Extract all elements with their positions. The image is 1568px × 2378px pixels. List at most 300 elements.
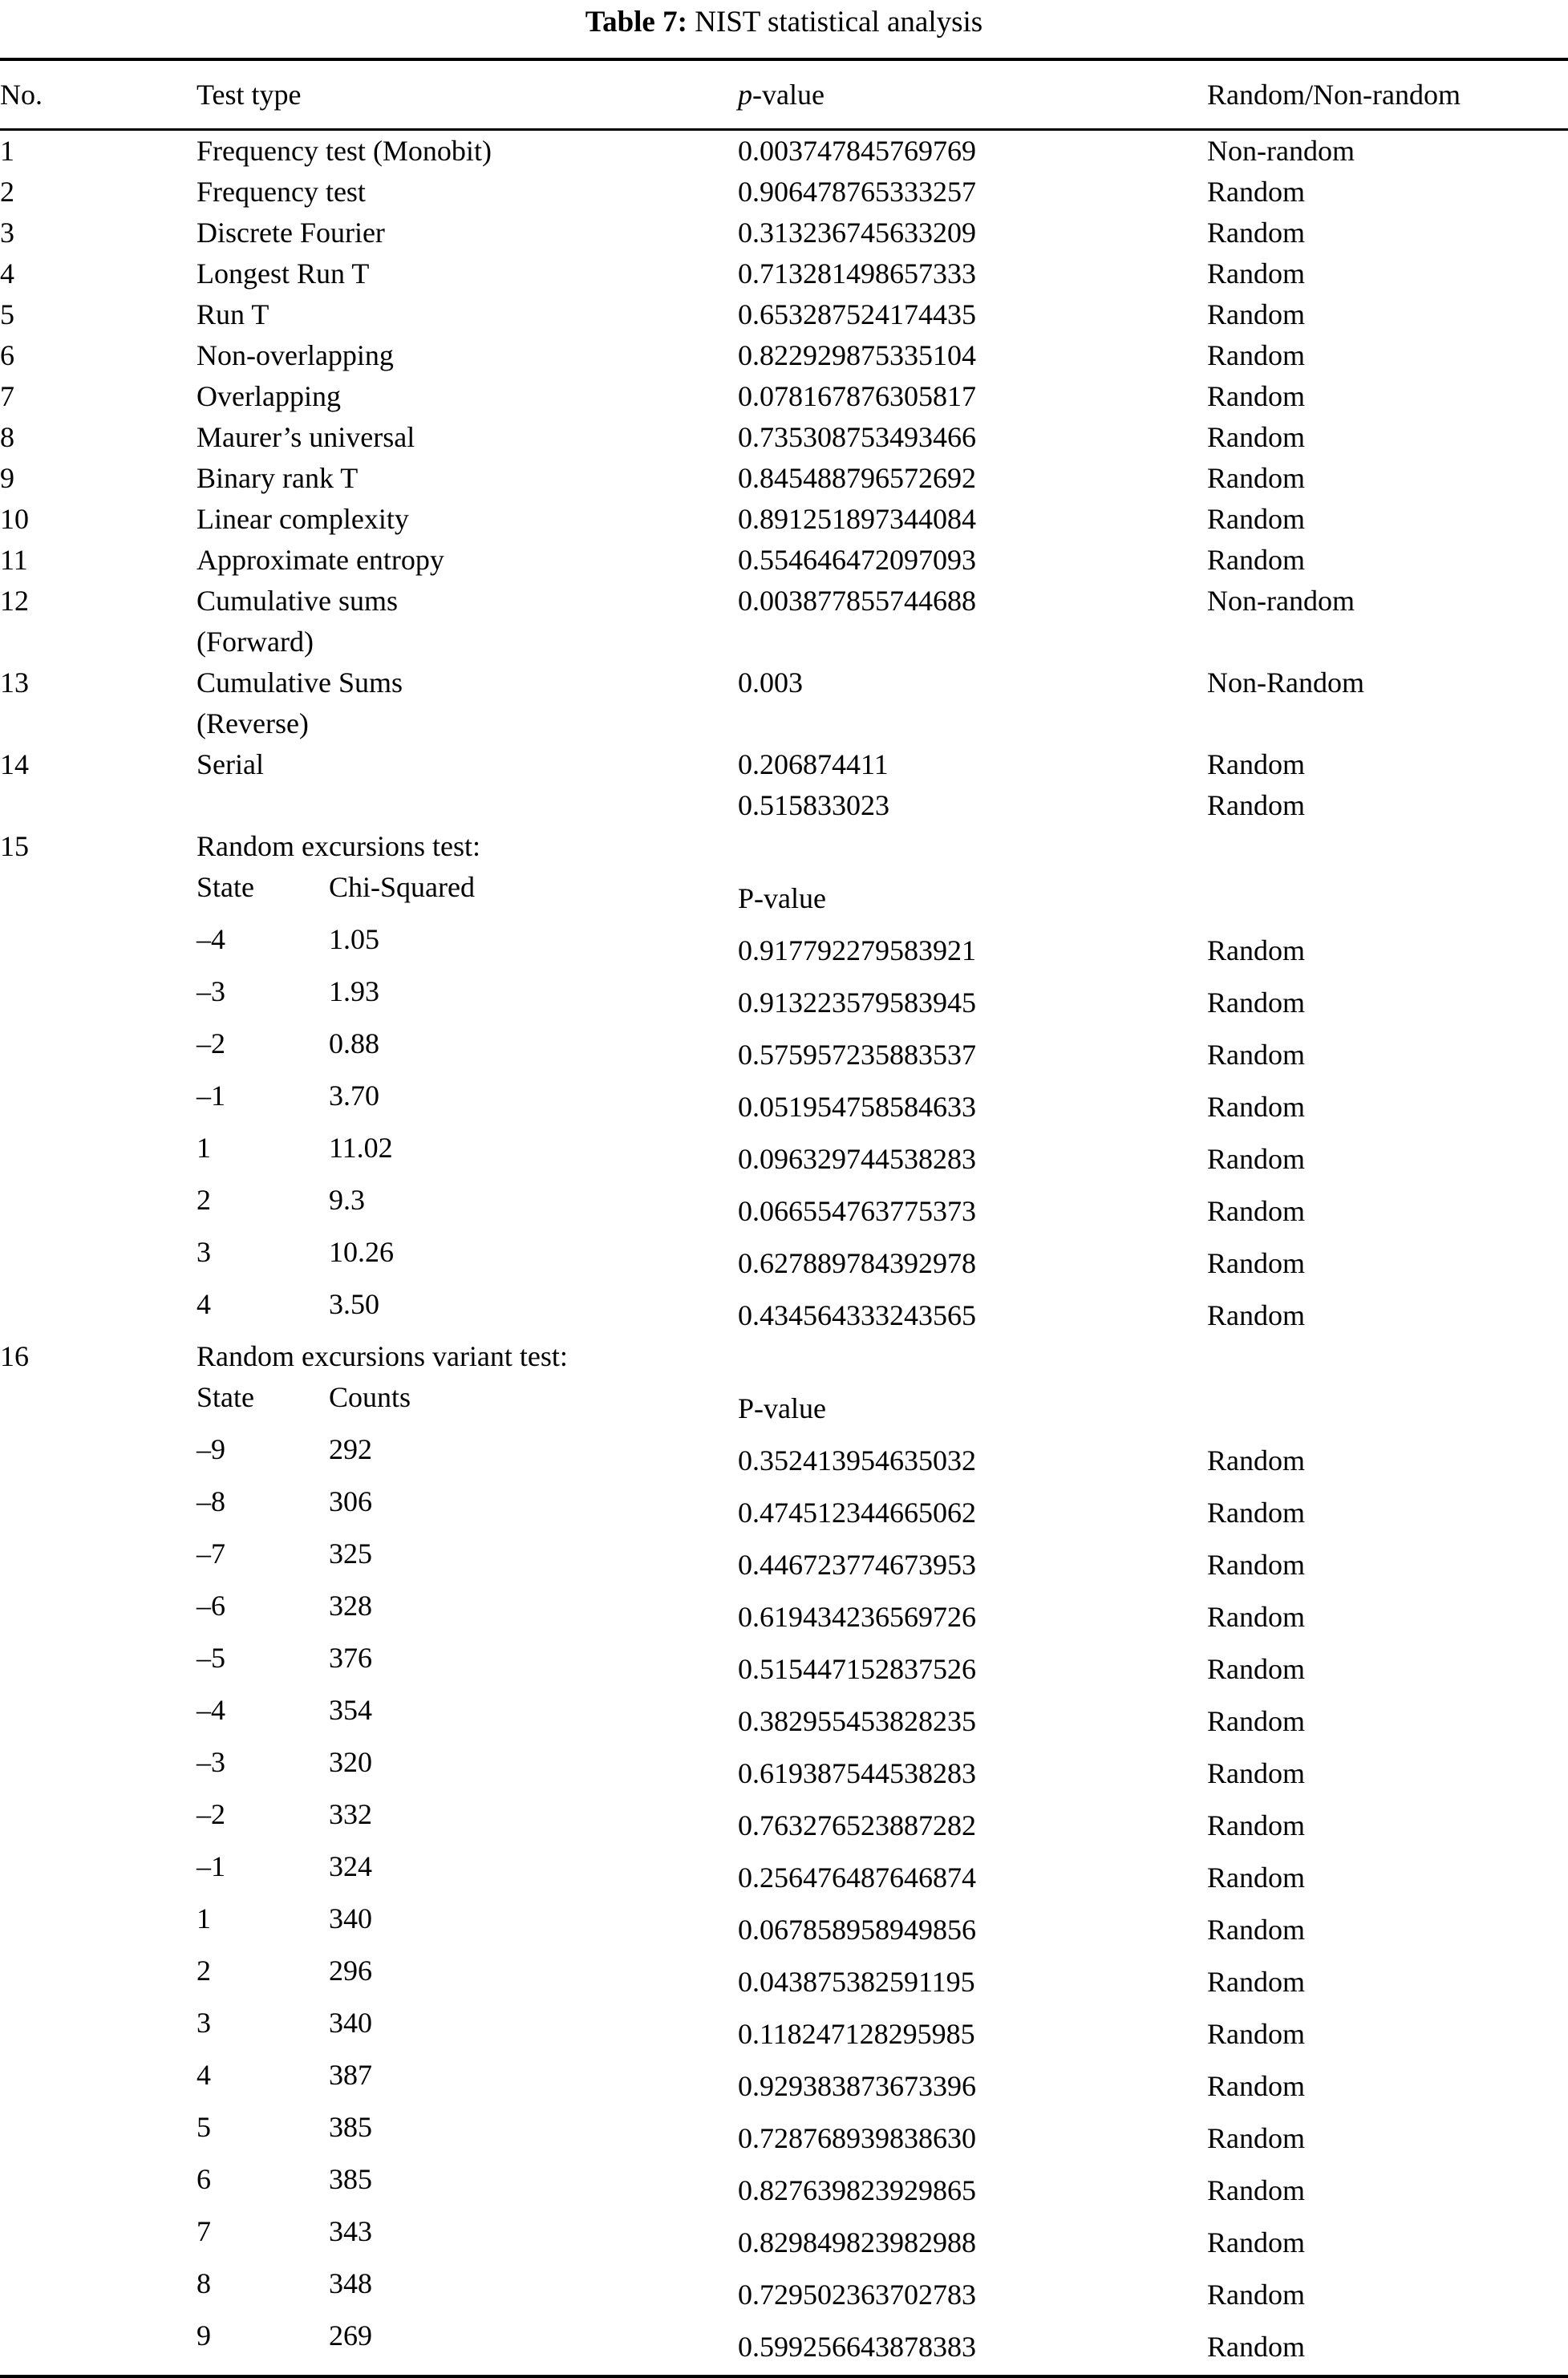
row-verdict: Random <box>1207 339 1305 371</box>
row-number <box>0 1076 197 1128</box>
entry-metric: 387 <box>329 2059 372 2091</box>
row-verdict <box>1207 1377 1568 1429</box>
entry-verdict: Random <box>1207 1653 1305 1685</box>
row-number: 16 <box>0 1340 29 1372</box>
table-row <box>0 499 1568 540</box>
row-verdict: Non-random <box>1207 585 1355 617</box>
random-excursions-variant-entry <box>197 2159 738 2211</box>
random-excursions-entry <box>197 1076 738 1128</box>
entry-verdict: Random <box>1207 2174 1305 2206</box>
caption-text: NIST statistical analysis <box>695 6 983 38</box>
row-test-type: Cumulative Sums <box>197 666 403 699</box>
entry-verdict: Random <box>1207 2122 1305 2154</box>
table-row <box>0 971 1568 1023</box>
entry-metric: 9.3 <box>329 1184 365 1216</box>
row-test-type: Non-overlapping <box>197 339 394 371</box>
entry-verdict: Random <box>1207 1705 1305 1737</box>
row-number <box>0 2315 197 2368</box>
row-test-type: Cumulative sums <box>197 585 398 617</box>
row-number: 7 <box>0 380 14 412</box>
random-excursions-subheader-p-italic: P <box>738 882 755 914</box>
entry-p-value: 0.728768939838630 <box>738 2122 976 2154</box>
row-number <box>0 2211 197 2263</box>
row-number <box>0 703 197 744</box>
entry-metric: 328 <box>329 1590 372 1622</box>
entry-state: 3 <box>197 1236 211 1268</box>
random-excursions-variant-entry <box>197 1690 738 1742</box>
table-row <box>0 703 1568 744</box>
entry-verdict: Random <box>1207 1809 1305 1841</box>
random-excursions-variant-entry <box>197 1951 738 2003</box>
row-number: 8 <box>0 421 14 453</box>
table-row <box>0 1481 1568 1533</box>
table-row <box>0 622 1568 662</box>
entry-state: 9 <box>197 2319 211 2352</box>
row-number <box>0 1533 197 1586</box>
entry-metric: 320 <box>329 1746 372 1778</box>
table-row <box>0 919 1568 971</box>
table-row <box>0 2003 1568 2055</box>
table-row <box>0 1336 1568 1377</box>
entry-state: –8 <box>197 1485 225 1517</box>
entry-p-value: 0.829849823982988 <box>738 2226 976 2258</box>
entry-p-value: 0.067858958949856 <box>738 1914 976 1946</box>
entry-p-value: 0.382955453828235 <box>738 1705 976 1737</box>
random-excursions-subheader-state: State <box>197 871 254 903</box>
entry-state: –4 <box>197 1694 225 1726</box>
row-number <box>0 2159 197 2211</box>
random-excursions-variant-title: Random excursions variant test: <box>197 1340 568 1372</box>
entry-state: –1 <box>197 1850 225 1882</box>
entry-p-value: 0.575957235883537 <box>738 1039 976 1071</box>
entry-metric: 296 <box>329 1955 372 1987</box>
entry-state: 5 <box>197 2111 211 2143</box>
row-p-value <box>738 622 1207 662</box>
random-excursions-entry <box>197 1180 738 1232</box>
random-excursions-entry <box>197 1284 738 1336</box>
random-excursions-variant-subheader-p-value <box>738 1377 1207 1429</box>
entry-p-value: 0.913223579583945 <box>738 986 976 1019</box>
row-p-value: 0.515833023 <box>738 789 889 821</box>
random-excursions-entry <box>197 1023 738 1076</box>
table-row <box>0 744 1568 785</box>
random-excursions-variant-entry <box>197 2211 738 2263</box>
row-number <box>0 1481 197 1533</box>
entry-metric: 1.93 <box>329 975 379 1007</box>
random-excursions-variant-subheader-state: State <box>197 1381 254 1413</box>
entry-metric: 269 <box>329 2319 372 2352</box>
entry-verdict: Random <box>1207 2331 1305 2363</box>
entry-state: –4 <box>197 923 225 955</box>
random-excursions-variant-entry <box>197 2055 738 2107</box>
random-excursions-title: Random excursions test: <box>197 830 480 862</box>
row-verdict: Random <box>1207 544 1305 576</box>
entry-p-value: 0.352413954635032 <box>738 1444 976 1477</box>
entry-verdict: Random <box>1207 934 1305 966</box>
entry-metric: 306 <box>329 1485 372 1517</box>
row-number <box>0 867 197 919</box>
entry-metric: 292 <box>329 1433 372 1465</box>
row-number: 11 <box>0 544 28 576</box>
row-test-type: Binary rank T <box>197 462 359 494</box>
random-excursions-variant-subheader <box>197 1377 738 1429</box>
row-verdict: Random <box>1207 421 1305 453</box>
row-verdict: Random <box>1207 176 1305 208</box>
row-number <box>0 2003 197 2055</box>
entry-state: –1 <box>197 1080 225 1112</box>
table-row <box>0 1586 1568 1638</box>
entry-metric: 340 <box>329 2007 372 2039</box>
table-row <box>0 1232 1568 1284</box>
entry-verdict: Random <box>1207 1966 1305 1998</box>
table-bottom-rule <box>0 2375 1568 2378</box>
p-value-italic-p: p <box>738 79 752 111</box>
table-row <box>0 2263 1568 2315</box>
entry-p-value: 0.929383873673396 <box>738 2070 976 2102</box>
random-excursions-variant-entry <box>197 1898 738 1951</box>
random-excursions-entry <box>197 971 738 1023</box>
entry-metric: 1.05 <box>329 923 379 955</box>
caption-label: Table 7: <box>585 6 687 38</box>
row-p-value: 0.206874411 <box>738 748 889 780</box>
table-row <box>0 1638 1568 1690</box>
row-number: 5 <box>0 298 14 330</box>
random-excursions-entry <box>197 1232 738 1284</box>
row-number <box>0 2263 197 2315</box>
column-header-p-value <box>738 61 1207 128</box>
table-header <box>0 61 1568 128</box>
entry-verdict: Random <box>1207 1497 1305 1529</box>
entry-state: –2 <box>197 1798 225 1830</box>
row-verdict: Random <box>1207 462 1305 494</box>
random-excursions-entry <box>197 1128 738 1180</box>
row-verdict: Random <box>1207 748 1305 780</box>
row-verdict <box>1207 622 1568 662</box>
row-test-type: Approximate entropy <box>197 544 444 576</box>
row-number <box>0 1284 197 1336</box>
entry-p-value: 0.096329744538283 <box>738 1143 976 1175</box>
entry-state: –9 <box>197 1433 225 1465</box>
row-number: 4 <box>0 257 14 290</box>
row-p-value <box>738 703 1207 744</box>
row-number <box>0 2055 197 2107</box>
row-p-value: 0.003 <box>738 666 803 699</box>
table-row <box>0 2211 1568 2263</box>
row-number <box>0 1232 197 1284</box>
random-excursions-variant-entry <box>197 1742 738 1794</box>
table-caption <box>0 0 1568 40</box>
entry-state: 2 <box>197 1955 211 1987</box>
random-excursions-variant-entry <box>197 1481 738 1533</box>
row-p-value: 0.653287524174435 <box>738 298 976 330</box>
row-number: 1 <box>0 135 14 167</box>
entry-state: 1 <box>197 1902 211 1934</box>
row-test-type: Linear complexity <box>197 503 409 535</box>
random-excursions-variant-entry <box>197 1638 738 1690</box>
entry-p-value: 0.051954758584633 <box>738 1091 976 1123</box>
column-header-verdict: Random/Non-random <box>1207 79 1461 111</box>
row-p-value: 0.554646472097093 <box>738 544 976 576</box>
random-excursions-entry <box>197 919 738 971</box>
row-number <box>0 1023 197 1076</box>
table-row <box>0 1023 1568 1076</box>
row-verdict <box>1207 867 1568 919</box>
row-number: 10 <box>0 503 29 535</box>
row-p-value: 0.003877855744688 <box>738 585 976 617</box>
table-row <box>0 867 1568 919</box>
row-number: 3 <box>0 217 14 249</box>
entry-metric: 11.02 <box>329 1132 393 1164</box>
row-number <box>0 1794 197 1846</box>
row-test-type: (Reverse) <box>197 707 309 739</box>
row-test-type <box>197 785 738 826</box>
random-excursions-subheader-p-suffix: -value <box>754 882 826 914</box>
random-excursions-variant-subheader-p-suffix: -value <box>754 1392 826 1424</box>
row-number: 13 <box>0 666 29 699</box>
table-row <box>0 826 1568 867</box>
table-row <box>0 1898 1568 1951</box>
row-number <box>0 622 197 662</box>
entry-p-value: 0.599256643878383 <box>738 2331 976 2363</box>
row-p-value: 0.822929875335104 <box>738 339 976 371</box>
row-verdict: Random <box>1207 789 1305 821</box>
row-verdict: Random <box>1207 298 1305 330</box>
entry-p-value: 0.066554763775373 <box>738 1195 976 1227</box>
entry-state: 7 <box>197 2215 211 2247</box>
row-verdict: Non-Random <box>1207 666 1364 699</box>
table-row <box>0 131 1568 172</box>
table-row <box>0 1128 1568 1180</box>
row-test-type: Frequency test (Monobit) <box>197 135 492 167</box>
table-row <box>0 2055 1568 2107</box>
table-row <box>0 1076 1568 1128</box>
entry-verdict: Random <box>1207 1914 1305 1946</box>
random-excursions-variant-entry <box>197 2263 738 2315</box>
entry-p-value: 0.619434236569726 <box>738 1601 976 1633</box>
row-number <box>0 1128 197 1180</box>
random-excursions-variant-entry <box>197 1586 738 1638</box>
table-row <box>0 172 1568 213</box>
row-p-value: 0.891251897344084 <box>738 503 976 535</box>
random-excursions-variant-entry <box>197 2315 738 2368</box>
row-number <box>0 1377 197 1429</box>
random-excursions-variant-entry <box>197 2107 738 2159</box>
entry-metric: 3.70 <box>329 1080 379 1112</box>
row-number <box>0 971 197 1023</box>
row-number <box>0 1690 197 1742</box>
header-row <box>0 61 1568 128</box>
entry-state: –3 <box>197 975 225 1007</box>
entry-verdict: Random <box>1207 2018 1305 2050</box>
row-number: 9 <box>0 462 14 494</box>
entry-verdict: Random <box>1207 1549 1305 1581</box>
entry-metric: 385 <box>329 2111 372 2143</box>
row-number <box>0 1180 197 1232</box>
row-verdict: Random <box>1207 380 1305 412</box>
entry-metric: 348 <box>329 2267 372 2299</box>
table-row <box>0 335 1568 376</box>
entry-verdict: Random <box>1207 1247 1305 1279</box>
random-excursions-variant-entry <box>197 1794 738 1846</box>
table-row <box>0 417 1568 458</box>
table-row <box>0 294 1568 335</box>
table-row <box>0 1533 1568 1586</box>
entry-state: –3 <box>197 1746 225 1778</box>
row-number <box>0 2107 197 2159</box>
row-number <box>0 1951 197 2003</box>
table-row <box>0 458 1568 499</box>
entry-verdict: Random <box>1207 1861 1305 1894</box>
entry-verdict: Random <box>1207 2226 1305 2258</box>
entry-verdict: Random <box>1207 1039 1305 1071</box>
row-p-value: 0.735308753493466 <box>738 421 976 453</box>
entry-metric: 376 <box>329 1642 372 1674</box>
column-header-no: No. <box>0 79 43 111</box>
random-excursions-subheader-metric: Chi-Squared <box>329 871 475 903</box>
row-number: 2 <box>0 176 14 208</box>
random-excursions-subheader <box>197 867 738 919</box>
entry-verdict: Random <box>1207 1601 1305 1633</box>
entry-p-value: 0.763276523887282 <box>738 1809 976 1841</box>
row-number <box>0 1429 197 1481</box>
table-row <box>0 1429 1568 1481</box>
random-excursions-variant-entry <box>197 2003 738 2055</box>
entry-metric: 343 <box>329 2215 372 2247</box>
row-test-type: Frequency test <box>197 176 366 208</box>
row-verdict: Random <box>1207 503 1305 535</box>
table-row <box>0 540 1568 581</box>
entry-metric: 325 <box>329 1537 372 1570</box>
row-number <box>0 1742 197 1794</box>
random-excursions-variant-subheader-p-italic: P <box>738 1392 755 1424</box>
entry-p-value: 0.446723774673953 <box>738 1549 976 1581</box>
nist-table-body <box>0 131 1568 2368</box>
entry-p-value: 0.474512344665062 <box>738 1497 976 1529</box>
entry-verdict: Random <box>1207 1143 1305 1175</box>
entry-metric: 354 <box>329 1694 372 1726</box>
row-p-value: 0.313236745633209 <box>738 217 976 249</box>
entry-verdict: Random <box>1207 2070 1305 2102</box>
entry-verdict: Random <box>1207 1091 1305 1123</box>
random-excursions-variant-subheader-metric: Counts <box>329 1381 411 1413</box>
table-row <box>0 376 1568 417</box>
row-number <box>0 1586 197 1638</box>
entry-state: 1 <box>197 1132 211 1164</box>
entry-p-value: 0.917792279583921 <box>738 934 976 966</box>
entry-p-value: 0.619387544538283 <box>738 1757 976 1789</box>
p-value-suffix: -value <box>752 79 825 111</box>
random-excursions-variant-entry <box>197 1533 738 1586</box>
entry-verdict: Random <box>1207 2279 1305 2311</box>
row-test-type: Discrete Fourier <box>197 217 385 249</box>
row-p-value: 0.713281498657333 <box>738 257 976 290</box>
entry-state: 8 <box>197 2267 211 2299</box>
entry-p-value: 0.515447152837526 <box>738 1653 976 1685</box>
entry-state: 3 <box>197 2007 211 2039</box>
table-row <box>0 1180 1568 1232</box>
entry-verdict: Random <box>1207 1444 1305 1477</box>
table-row <box>0 785 1568 826</box>
row-verdict: Random <box>1207 257 1305 290</box>
entry-metric: 10.26 <box>329 1236 394 1268</box>
entry-p-value: 0.043875382591195 <box>738 1966 975 1998</box>
row-test-type: Longest Run T <box>197 257 370 290</box>
table-row <box>0 1284 1568 1336</box>
random-excursions-variant-entry <box>197 1429 738 1481</box>
entry-p-value: 0.729502363702783 <box>738 2279 976 2311</box>
row-test-type: Overlapping <box>197 380 341 412</box>
row-p-value: 0.906478765333257 <box>738 176 976 208</box>
table-row <box>0 1377 1568 1429</box>
table-body <box>0 131 1568 2368</box>
table-row <box>0 662 1568 703</box>
row-number: 12 <box>0 585 29 617</box>
entry-verdict: Random <box>1207 986 1305 1019</box>
entry-verdict: Random <box>1207 1757 1305 1789</box>
table-row <box>0 2159 1568 2211</box>
entry-p-value: 0.434564333243565 <box>738 1299 976 1331</box>
row-number: 15 <box>0 830 29 862</box>
row-number <box>0 919 197 971</box>
table-row <box>0 2315 1568 2368</box>
entry-state: 2 <box>197 1184 211 1216</box>
table-row <box>0 253 1568 294</box>
row-number <box>0 1846 197 1898</box>
row-test-type: Maurer’s universal <box>197 421 415 453</box>
row-number: 14 <box>0 748 29 780</box>
table-row <box>0 1951 1568 2003</box>
entry-metric: 3.50 <box>329 1288 379 1320</box>
row-verdict: Non-random <box>1207 135 1355 167</box>
row-p-value: 0.003747845769769 <box>738 135 976 167</box>
table-row <box>0 1794 1568 1846</box>
row-test-type: (Forward) <box>197 626 314 658</box>
entry-metric: 340 <box>329 1902 372 1934</box>
entry-state: –5 <box>197 1642 225 1674</box>
row-test-type: Run T <box>197 298 269 330</box>
table-row <box>0 2107 1568 2159</box>
row-test-type: Serial <box>197 748 264 780</box>
entry-p-value: 0.256476487646874 <box>738 1861 976 1894</box>
entry-state: –2 <box>197 1027 225 1059</box>
nist-statistical-analysis-table <box>0 61 1568 128</box>
row-verdict <box>1207 703 1568 744</box>
entry-state: –7 <box>197 1537 225 1570</box>
entry-state: 6 <box>197 2163 211 2195</box>
entry-p-value: 0.827639823929865 <box>738 2174 976 2206</box>
entry-state: 4 <box>197 1288 211 1320</box>
entry-state: 4 <box>197 2059 211 2091</box>
row-verdict: Random <box>1207 217 1305 249</box>
row-number <box>0 1638 197 1690</box>
table-row <box>0 213 1568 253</box>
column-header-test-type: Test type <box>197 79 302 111</box>
row-number <box>0 785 197 826</box>
row-p-value: 0.845488796572692 <box>738 462 976 494</box>
entry-metric: 324 <box>329 1850 372 1882</box>
entry-metric: 0.88 <box>329 1027 379 1059</box>
table-row <box>0 1742 1568 1794</box>
entry-p-value: 0.118247128295985 <box>738 2018 975 2050</box>
random-excursions-variant-entry <box>197 1846 738 1898</box>
entry-metric: 332 <box>329 1798 372 1830</box>
table-row <box>0 1690 1568 1742</box>
table-row <box>0 581 1568 622</box>
row-number: 6 <box>0 339 14 371</box>
entry-verdict: Random <box>1207 1299 1305 1331</box>
entry-state: –6 <box>197 1590 225 1622</box>
row-number <box>0 1898 197 1951</box>
